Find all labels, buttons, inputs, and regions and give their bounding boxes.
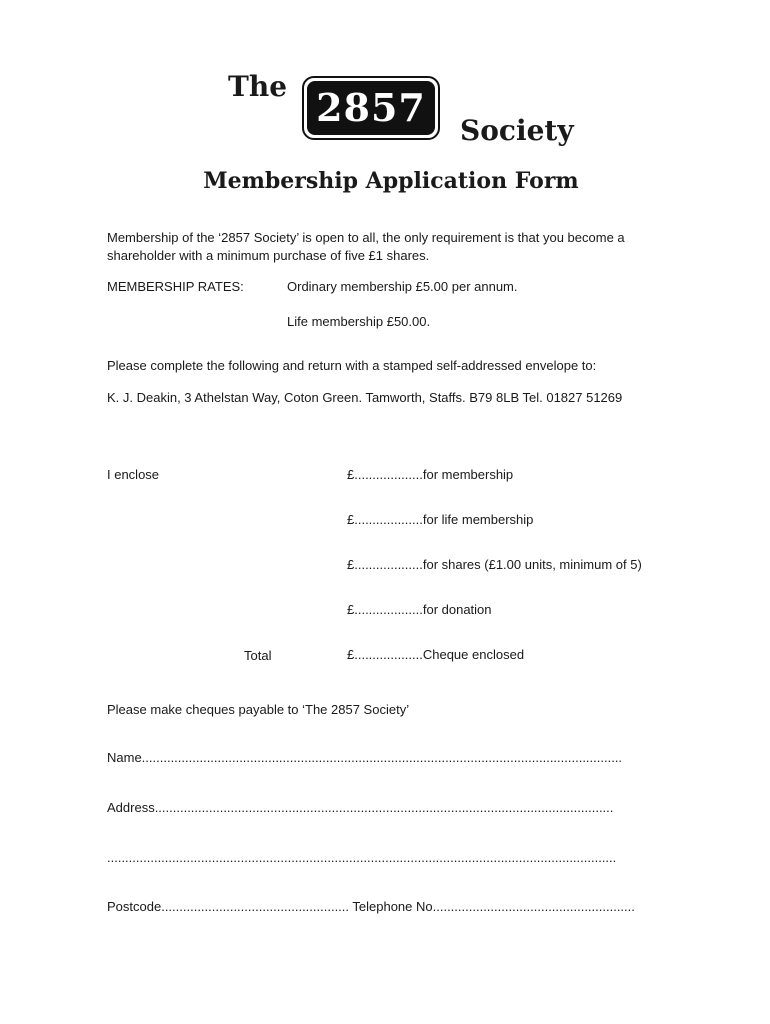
logo-society-text: Society — [460, 114, 574, 147]
return-instruction: Please complete the following and return with a stamped self-addressed envelope to: — [107, 358, 597, 373]
intro-paragraph: Membership of the ‘2857 Society’ is open to all, the only requirement is that you become a shareholder with a minimum purchase of five £1 shares. — [107, 230, 625, 263]
life-membership-amount-field[interactable]: £...................for life membership — [347, 512, 534, 527]
address-continuation-field[interactable]: ............................................................................................................................................. — [107, 850, 617, 865]
shares-amount-field[interactable]: £...................for shares (£1.00 units, minimum of 5) — [347, 557, 642, 572]
ordinary-membership-rate: Ordinary membership £5.00 per annum. — [287, 279, 518, 294]
total-cheque-amount-field[interactable]: £...................Cheque enclosed — [347, 647, 525, 662]
donation-amount-field[interactable]: £...................for donation — [347, 602, 492, 617]
cheque-payable-note: Please make cheques payable to ‘The 2857 Society’ — [107, 702, 410, 717]
membership-rates-label: MEMBERSHIP RATES: — [107, 279, 244, 294]
logo-the-text: The — [228, 70, 288, 103]
enclose-label: I enclose — [107, 467, 160, 482]
logo-number: 2857 — [316, 85, 426, 130]
postcode-telephone-field[interactable]: Postcode.................................................... Telephone No........................................................ — [107, 899, 635, 914]
membership-amount-field[interactable]: £...................for membership — [347, 467, 514, 482]
return-address: K. J. Deakin, 3 Athelstan Way, Coton Green. Tamworth, Staffs. B79 8LB Tel. 01827 51269 — [107, 390, 623, 405]
logo-plate-background — [307, 81, 435, 135]
total-label: Total — [244, 648, 272, 663]
address-field[interactable]: Address............................................................................................................................... — [107, 800, 614, 815]
name-field[interactable]: Name..................................................................................................................................... — [107, 750, 623, 765]
life-membership-rate: Life membership £50.00. — [287, 314, 431, 329]
logo-number-plate — [302, 76, 440, 140]
form-title: Membership Application Form — [203, 168, 579, 194]
